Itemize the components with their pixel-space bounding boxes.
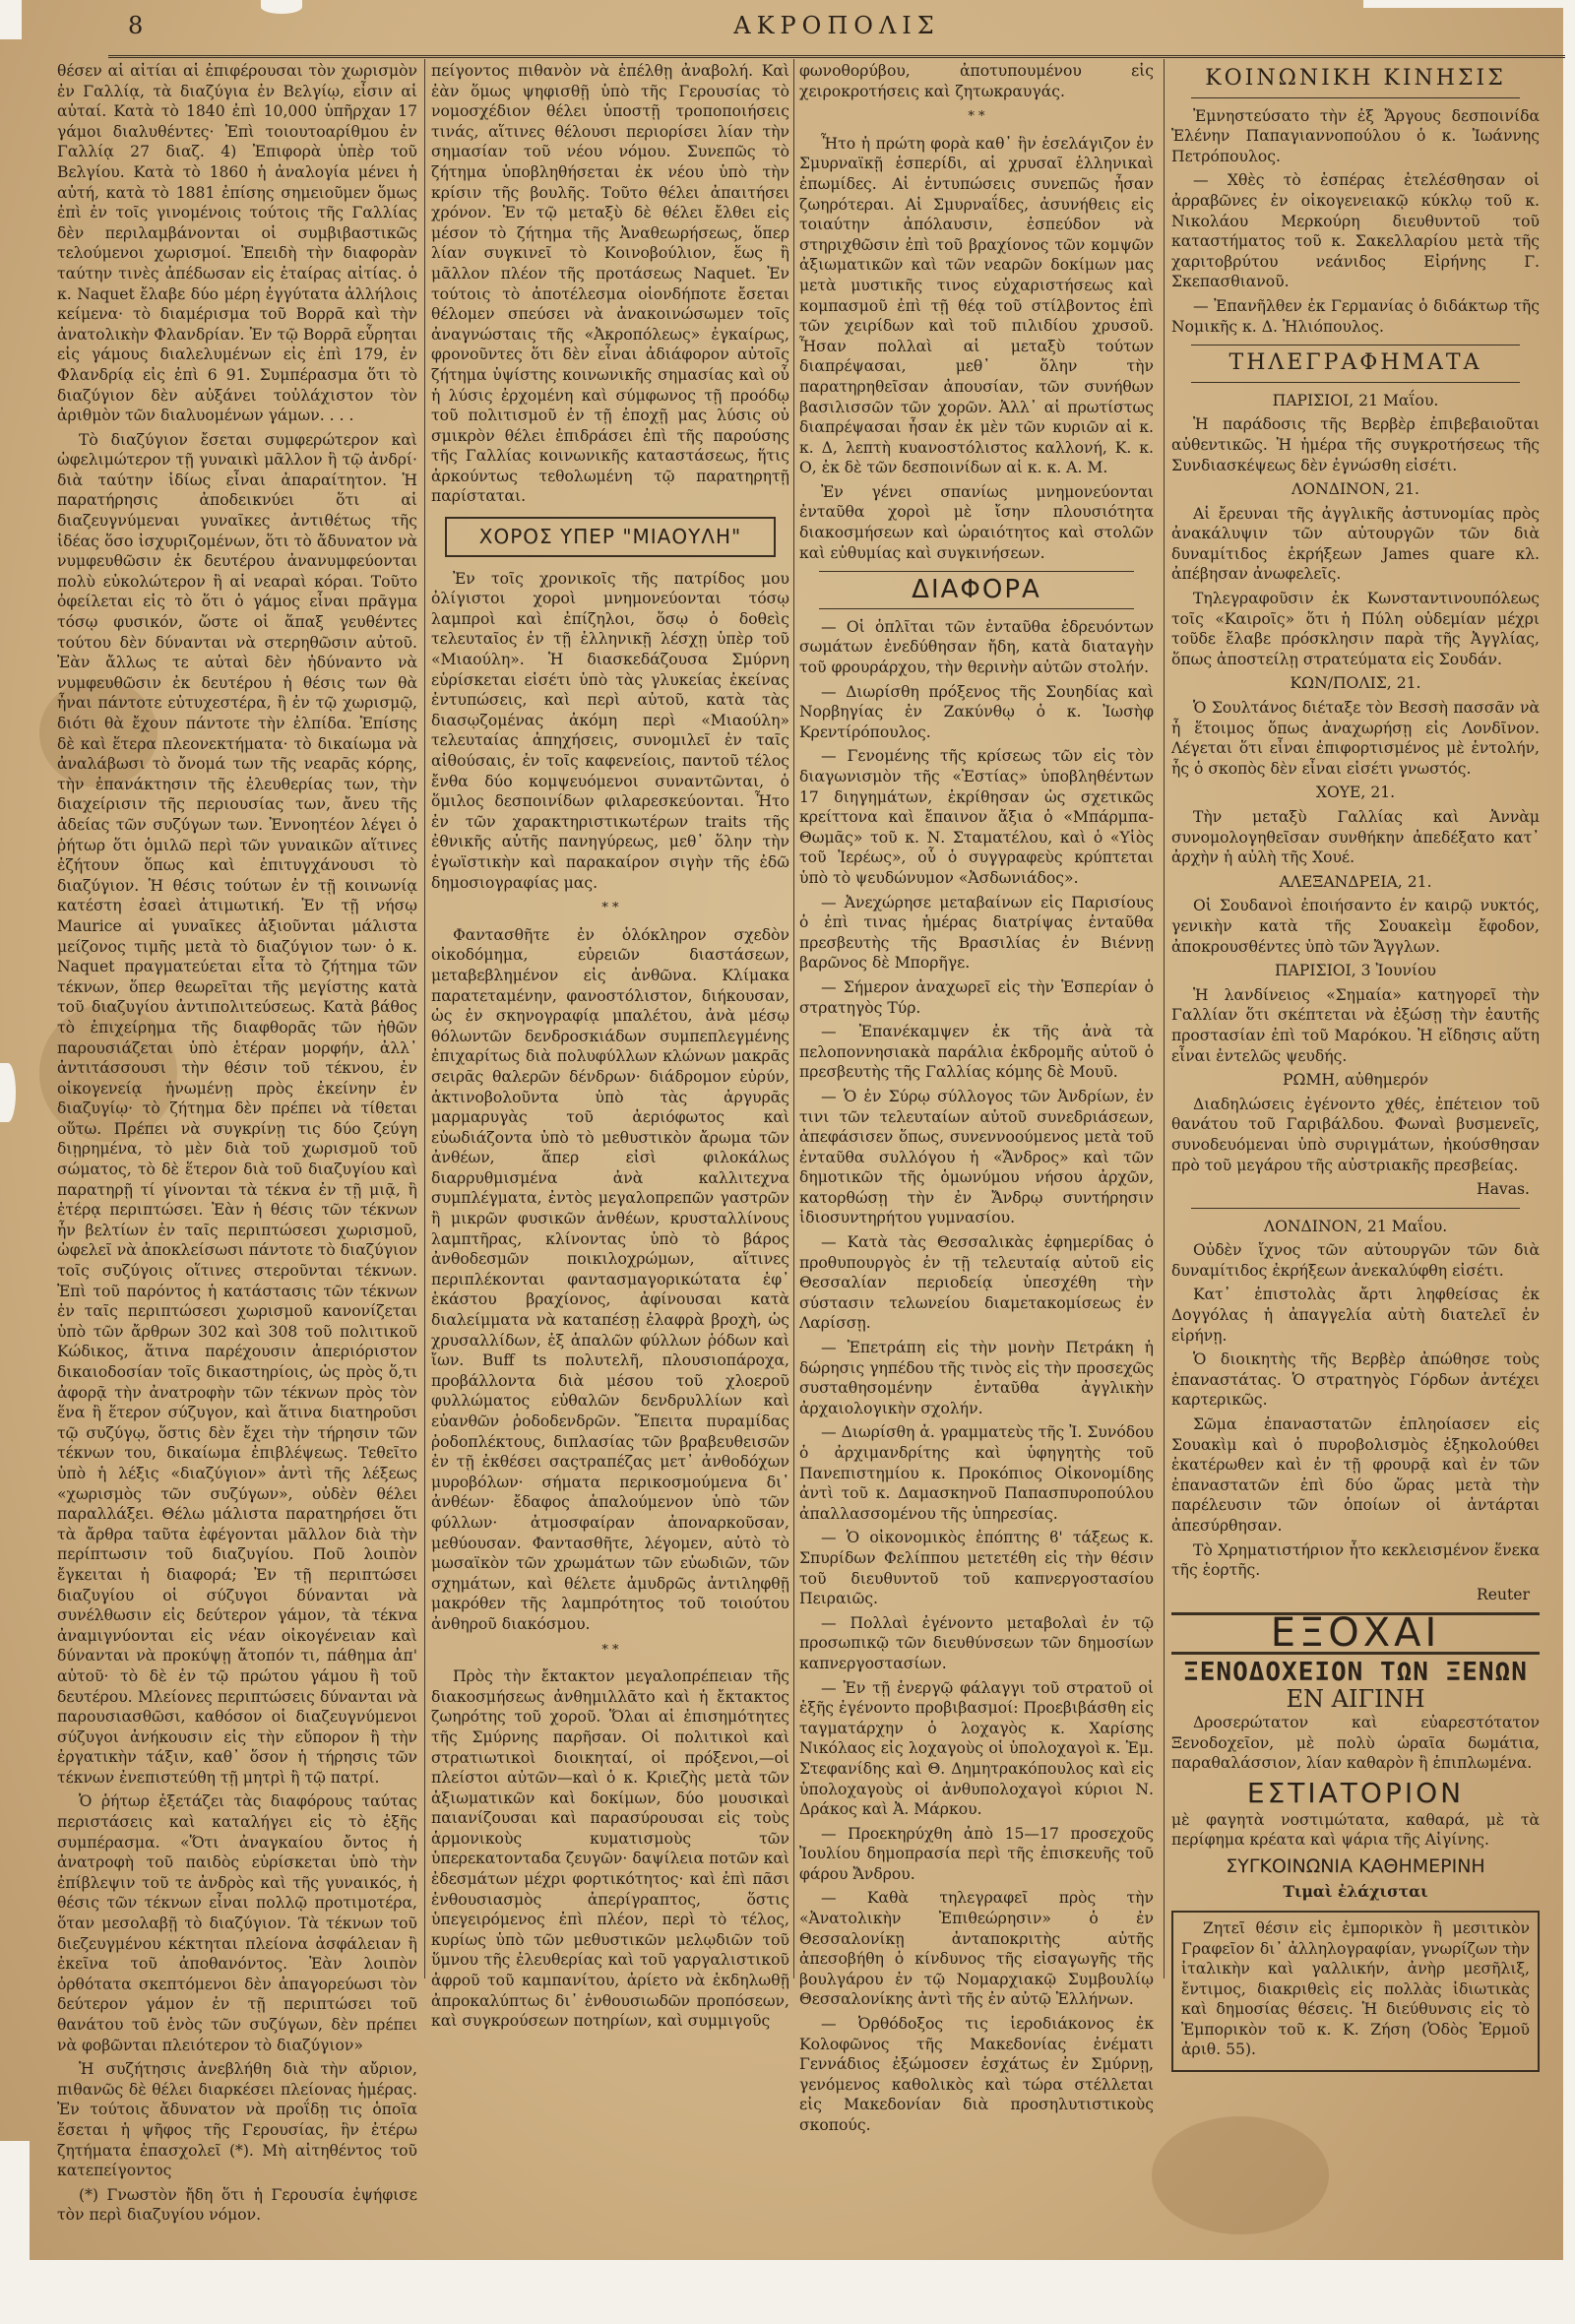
column-divider	[424, 59, 425, 1979]
article-headline: ΧΟΡΟΣ ΥΠΕΡ "ΜΙΑΟΥΛΗ"	[445, 517, 776, 557]
telegram-text: Διαδηλώσεις ἐγένοντο χθές, ἐπέτειον τοῦ θανάτου τοῦ Γαριβάλδου. Φωναὶ βυσμενεῖς, συνοδευόμεναι ὑπὸ συριγμάτων, ἠκούσθησαν πρὸ τοῦ μεγάρου τῆς αὐστριακῆς πρεσβείας.	[1171, 1095, 1540, 1174]
telegram-text: Σῶμα ἐπαναστατῶν ἐπληοίασεν εἰς Σουακὶμ καὶ ὁ πυροβολισμὸς ἐξηκολούθει ἑκατέρωθεν καὶ ἐν τῇ φρουρᾷ καὶ ἐν τῶν ἐπαναστατῶν ἐπὶ δύο ὥρας μετὰ τὴν παρέλευσιν τῶν ὁποίων οἱ ἀντάρται ἀπεσύρθησαν.	[1171, 1415, 1540, 1535]
torn-edge-top-right	[1363, 0, 1575, 8]
article-paragraph: Φαντασθῆτε ἐν ὁλόκληρον σχεδὸν οἰκοδόμημα, εὐρειῶν διαστάσεων, μεταβεβλημένον εἰς ἀνθῶνα. Κλίμακα παρατεταμένην, φανοστόλιστον, διήκουσαν, ὡς ἐν σκηνογραφίᾳ μπαλέτου, ἀνὰ μέσῳ θόλωντῶν δενδροσκιάδων συμπεπλεγμένης ἐπιχαρίτως διὰ πολυφύλλων κλώνων μακρᾶς σειρᾶς θαλερῶν δένδρων· διάδρομον εὐρύν, ἀκτινοβολοῦντα ὑπὸ τὰς ἀργυρᾶς μαρμαρυγὰς τοῦ ἀεριόφωτος καὶ εὐωδιάζοντα ὑπὸ τὸ μεθυστικὸν ἄρωμα τῶν ἀνθέων, ἅπερ εἰσὶ φιλοκάλως διαρρυθμισμένα ἀνὰ καλλιτεχνα συμπλέγματα, ἐντὸς μεγαλοπρεπῶν γαστρῶν ἢ μικρῶν φυσικῶν ἀνθέων, κρυσταλλίνους λαμπτῆρας, κλίνοντας ὑπὸ τὸ βάρος ἀνθοδεσμῶν ποικιλοχρώμων, αἵτινες περιπλέκονται φαντασμαγορικώτατα ἐφ᾽ ἑκάστου βραχίονος, ἀφίνουσαι κατὰ διαλείμματα νὰ καταπέσῃ ἐλαφρὰ βροχὴ, ὡς χρυσαλλίδων, ἐξ ἁπαλῶν φύλλων ῥόδων καὶ ἴων. Buff ts πολυτελῆ, πλουσιοπάροχα, προβάλλοντα διὰ μέσου τοῦ χλοεροῦ φυλλώματος εὐθαλῶν δενδρυλλίων καὶ εὐανθῶν ῥοδοδενδρῶν. Ἔπειτα πυραμίδας ῥοδοπλέκτους, διπλασίας τῶν βραβευθεισῶν ἐν τῇ ἐκθέσει σαςτραπέζας μετ᾽ ἀνθοδόχων μυροβόλων· σήματα περικοσμούμενα δι᾽ ἀνθέων· ἔδαφος ἁπαλούμενον ὑπὸ τῶν φύλλων· ἀτμοσφαίραν ἀποναρκοῦσαν, μεθύουσαν. Φαντασθῆτε, λέγομεν, αὐτὸ τὸ μωσαϊκὸν τῶν χρωμάτων τῶν εὐωδιῶν, τῶν σχημάτων, καὶ θέλετε ἀμυδρῶς ἀντιληφθῇ μακρόθεν τῆς λαμπρότητος τοῦ τοιούτου ἀνθηροῦ διακόσμου.	[431, 925, 789, 1633]
column-divider	[793, 59, 794, 1979]
telegram-dateline: ΡΩΜΗ, αὐθημερόν	[1283, 1071, 1428, 1090]
telegram-dateline: ΠΑΡΙΣΙΟΙ, 21 Μαΐου.	[1272, 391, 1439, 409]
torn-edge-bottom	[0, 2260, 1575, 2324]
header-rule	[108, 55, 1565, 58]
telegram-text: Τὴν μεταξὺ Γαλλίας καὶ Ἀννὰμ συνομολογηθεῖσαν συνθήκην ἀπεδέξατο κατ᾽ ἀρχὴν ἡ αὐλὴ τῆς Χουέ.	[1171, 808, 1540, 867]
social-item: — Ἐπανῆλθεν ἐκ Γερμανίας ὁ διδάκτωρ τῆς Νομικῆς κ. Δ. Ἠλιόπουλος.	[1171, 296, 1540, 336]
page-number: 8	[128, 12, 144, 39]
news-item: — Ἐν τῇ ἐνεργῷ φάλαγγι τοῦ στρατοῦ οἱ ἑξῆς ἐγένοντο προβιβασμοί: Προεβιβάσθη εἰς ταγματάρχην ὁ λοχαγὸς κ. Χαρίσης Νικόλαος εἰς λοχαγοὺς οἱ ὑπολοχαγοὶ κ. Ἐμ. Στεφανίδης καὶ Θ. Δημητρακόπουλος καὶ εἰς ὑπολοχαγοὺς οἱ ἀνθυπολοχαγοὶ κύριοι Ν. Δράκος καὶ Ἀ. Μάρκου.	[799, 1678, 1154, 1819]
column-divider	[1164, 59, 1165, 1979]
telegram-dateline: ΚΩΝ/ΠΟΛΙΣ, 21.	[1290, 674, 1421, 693]
footnote: (*) Γνωστὸν ἤδη ὅτι ἡ Γερουσία ἐψήφισε τὸν περὶ διαζυγίου νόμον.	[57, 2185, 417, 2225]
separator-stars: * *	[968, 109, 985, 125]
news-item: — Πολλαὶ ἐγένοντο μεταβολαὶ ἐν τῷ προσωπικῷ τῶν διευθύνσεων τῶν δημοσίων καπνεργοστασίων.	[799, 1613, 1154, 1672]
article-paragraph: Ἐν τοῖς χρονικοῖς τῆς πατρίδος μου ὀλίγιστοι χοροὶ μνημονεύονται τόσῳ λαμπροὶ καὶ ἐπίζηλοι, ὅσῳ ὁ δοθεὶς τελευταῖος ἐν τῇ ἑλληνικῇ λέσχῃ ὑπὲρ τοῦ «Μιαούλη». Ἡ διασκεδάζουσα Σμύρνη εὑρίσκεται εἰσέτι ὑπὸ τὰς γλυκείας ἐκείνας ἐντυπώσεις, καὶ περὶ αὐτοῦ, κατὰ τὰς διασῳζομένας ἀκόμη περὶ «Μιαούλη» τελευταίας ἀπηχήσεις, συνομιλεῖ ἐν ταῖς αἰθούσαις, ἐν τοῖς καφενείοις, παντοῦ τέλος ἔνθα δύο κομψευόμενοι συναντῶνται, ὁ ὅμιλος δεσποινίδων φιλαρεσκεύονται. Ἦτο ἐν τῶν χαρακτηριστικωτέρων traits τῆς ἐθνικῆς αὐτῆς πανηγύρεως, μεθ᾽ ὅλην τὴν ἐγωϊστικὴν καὶ παρακαίρον σιγὴν τῆς ἐδῶ δημοσιογραφίας μας.	[431, 569, 789, 892]
social-item: — Χθὲς τὸ ἑσπέρας ἐτελέσθησαν οἱ ἀρραβῶνες ἐν οἰκογενειακῷ κύκλῳ τοῦ κ. Νικολάου Μερκούρη διευθυντοῦ τοῦ καταστήματος τοῦ κ. Σακελλαρίου μετὰ τῆς χαριτοβρύτου νεάνιδος Εἰρήνης Γ. Σκεπασθιανοῦ.	[1171, 171, 1540, 291]
telegram-dateline: ΠΑΡΙΣΙΟΙ, 3 Ἰουνίου	[1275, 962, 1436, 980]
ad-restaurant-title: ΕΣΤΙΑΤΟΡΙΟΝ	[1246, 1776, 1465, 1809]
torn-edge-left	[0, 1063, 16, 1122]
telegram-dateline: ΛΟΝΔΙΝΟΝ, 21 Μαΐου.	[1263, 1217, 1448, 1235]
telegram-dateline: ΧΟΥΕ, 21.	[1315, 784, 1396, 802]
telegram-text: Κατ᾽ ἐπιστολὰς ἄρτι ληφθείσας ἐκ Δογγόλας ἡ ἀπαγγελία αὐτὴ διατελεῖ ἐν εἰρήνῃ.	[1171, 1286, 1540, 1345]
news-item: — Γενομένης τῆς κρίσεως τῶν εἰς τὸν διαγωνισμὸν τῆς «Ἑστίας» ὑποβληθέντων 17 διηγημάτων, ἐκρίθησαν ὡς σχετικῶς κρείττονα καὶ ἔπαινον ἄξια ὁ «Μπάρμπα-Θωμᾶς» τοῦ κ. Ν. Σταματέλου, καὶ ὁ «Υἱὸς τοῦ Ἱερέως», οὗ ὁ συγγραφεὺς κρύπτεται ὑπὸ τὸ ψευδώνυμον «Ἀσδωνιάδος».	[799, 747, 1154, 887]
article-paragraph: Ὁ ῥήτωρ ἐξετάζει τὰς διαφόρους ταύτας περιστάσεις καὶ καταλήγει εἰς τὸ ἑξῆς συμπέρασμα. «Ὅτι ἀναγκαίου ὄντος ἡ ἀνατροφὴ τοῦ παιδὸς εὐρίσκεται ὑπὸ τὴν ἐπίβλεψιν τοῦ τε ἀνδρὸς καὶ τῆς γυναικός, ἡ θέσις τῶν τέκνων εἶναι πολλῷ προτιμοτέρα, ὅταν μεσολαβῇ τὸ διαζύγιον. Τὰ τέκνων τοῦ διεζευγμένου κέκτηται πλείονα ἀσφάλειαν ἢ ἐκεῖνα τοῦ ἀποθανόντος. Ἐὰν λοιπὸν ὀρθότατα σκεπτόμενοι δὲν ἀπαγορεύωσι τὸν δεύτερον γάμον ἐν τῇ περιπτώσει τοῦ θανάτου τοῦ ἑνὸς τῶν συζύγων, δὲν πρέπει νὰ φοβῶνται πλειότερον τὸ διαζύγιον»	[57, 1792, 417, 2054]
news-item: — Ἀνεχώρησε μεταβαίνων εἰς Παρισίους ὁ ἐπὶ τινας ἡμέρας διατρίψας ἐνταῦθα πρεσβευτὴς τῆς Βρασιλίας ἐν Βιέννῃ βαρῶνος δὲ Μπορῆγε.	[799, 893, 1154, 973]
news-item: — Ὁ οἰκονομικὸς ἐπόπτης ϐ' τάξεως κ. Σπυρίδων Φελίππου μετετέθη εἰς τὴν θέσιν τοῦ διευθυντοῦ τοῦ καπνεργοστασίου Πειραιῶς.	[799, 1529, 1154, 1608]
news-item: — Προεκηρύχθη ἀπὸ 15—17 προσεχοῦς Ἰουλίου δημοπρασία περὶ τῆς ἐπισκευῆς τοῦ φάρου Ἄνδρου.	[799, 1824, 1154, 1883]
ad-hotel-name: ΞΕΝΟΔΟΧΕΙΟΝ ΤΩΝ ΞΕΝΩΝ	[1183, 1657, 1528, 1687]
section-rule	[1191, 382, 1520, 383]
telegram-text: Τὸ Χρηματιστήριον ἦτο κεκλεισμένον ἕνεκα τῆς ἑορτῆς.	[1171, 1540, 1540, 1580]
news-item: — Σήμερον ἀναχωρεῖ εἰς τὴν Ἑσπερίαν ὁ στρατηγὸς Τύρ.	[799, 977, 1154, 1017]
article-paragraph: φωνοθορύβου, ἀποτυπουμένου εἰς χειροκροτήσεις καὶ ζητωκραυγάς.	[799, 62, 1154, 100]
page-header	[108, 8, 1565, 57]
agency-signature: Reuter	[1477, 1585, 1530, 1603]
news-item: — Διωρίσθη ἀ. γραμματεὺς τῆς Ἰ. Συνόδου ὁ ἀρχιμανδρίτης καὶ ὑφηγητὴς τοῦ Πανεπιστημίου κ. Προκόπιος Οἰκονομίδης ἀντὶ τοῦ κ. Δαμασκηνοῦ Παπασπυροπούλου ἀπαλλασσομένου τῆς ὑπηρεσίας.	[799, 1423, 1154, 1523]
torn-bottom-left	[0, 2141, 30, 2264]
telegram-text: Ὁ διοικητὴς τῆς Βερβὲρ ἀπώθησε τοὺς ἐπαναστάτας. Ὁ στρατηγὸς Γόρδων ἀντέχει καρτερικῶς.	[1171, 1350, 1540, 1410]
torn-corner-top-left	[0, 0, 22, 39]
section-rule	[819, 571, 1134, 572]
column-2	[431, 61, 789, 2246]
ad-price: Τιμαὶ ἐλάχισται	[1283, 1882, 1428, 1902]
telegram-text: Οἱ Σουδανοὶ ἐποιήσαντο ἐν καιρῷ νυκτός, γενικὴν κατὰ τῆς Σουακεὶμ ἔφοδον, ἀποκρουσθέντες ὑπὸ τῶν Ἄγγλων.	[1171, 897, 1540, 956]
ad-description: μὲ φαγητὰ νοστιμώτατα, καθαρά, μὲ τὰ περίφημα κρέατα καὶ ψάρια τῆς Αἰγίνης.	[1171, 1810, 1540, 1850]
telegram-text: Ὁ Σουλτάνος διέταξε τὸν Βεσσὴ πασσᾶν νὰ ἦ ἕτοιμος ὅπως ἀναχωρήσῃ εἰς Λονδῖνον. Λέγεται ὅτι εἶναι ἐπιφορτισμένος μὲ ἐντολήν, ἧς ὁ σκοπὸς δὲν εἶναι εἰσέτι γνωστός.	[1171, 699, 1540, 778]
section-title-telegrams: ΤΗΛΕΓΡΑΦΗΜΑΤΑ	[1228, 350, 1482, 376]
masthead: ΑΚΡΟΠΟΛΙΣ	[733, 12, 940, 39]
telegram-text: Οὐδὲν ἴχνος τῶν αὐτουργῶν τῶν διὰ δυναμίτιδος ἐκρήξεων ἀνεκαλύφθη εἰσέτι.	[1171, 1241, 1540, 1280]
ad-description: Δροσερώτατον καὶ εὐαρεστότατον Ξενοδοχεῖον, μὲ πολὺ ὡραῖα δωμάτια, παραθαλάσσιον, λίαν καθαρὸν ἢ ἐπιπλωμένα.	[1171, 1714, 1540, 1773]
social-item: Ἐμνηστεύσατο τὴν ἐξ Ἄργους δεσποινίδα Ἑλένην Παπαγιαννοπούλου ὁ κ. Ἰωάννης Πετρόπουλος.	[1171, 106, 1540, 165]
news-item: — Κατὰ τὰς Θεσσαλικὰς ἐφημερίδας ὁ προθυπουργὸς ἐν τῇ τελευταίᾳ αὐτοῦ εἰς Θεσσαλίαν περιοδείᾳ ὑπεσχέθη τὴν σύστασιν τελωνείου διαμετακομίσεως ἐν Λαρίσσῃ.	[799, 1233, 1154, 1333]
ad-title: ΕΞΟΧΑΙ	[1270, 1610, 1441, 1657]
news-item: — Οἱ ὁπλῖται τῶν ἐνταῦθα ἑδρευόντων σωμάτων ἐνεδύθησαν ἤδη, κατὰ διαταγὴν τοῦ φρουράρχου, τὴν θερινὴν αὐτῶν στολήν.	[799, 617, 1154, 677]
column-1	[57, 61, 417, 2246]
column-3	[799, 61, 1154, 2246]
news-item: — Ὁ ἐν Σύρῳ σύλλογος τῶν Ἀνδρίων, ἐν τινι τῶν τελευταίων αὐτοῦ συνεδριάσεων, ἀπεφάσισεν ὅπως, συνεννοούμενος μετὰ τοῦ ἐνταῦθα συλλόγου ἡ «Ἄνδρος» καὶ τῶν δημοτικῶν τῆς ὁμωνύμου νήσου ἀρχῶν, κατορθώσῃ τὴν ἐν Ἄνδρῳ συντήρησιν ἰδιοσυντηρήτου γυμνασίου.	[799, 1087, 1154, 1227]
news-item: — Καθὰ τηλεγραφεῖ πρὸς τὴν «Ἀνατολικὴν Ἐπιθεώρησιν» ὁ ἐν Θεσσαλονίκῃ ἀνταποκριτὴς αὐτῆς ἀπεσοβήθη ὁ κίνδυνος τῆς εἰσαγωγῆς τῆς βουλγάρου ἐν τῷ Νομαρχιακῷ Συμβουλίῳ Θεσσαλονίκης ἀντὶ τῆς ἐν αὐτῷ Ἑλλήνων.	[799, 1889, 1154, 2009]
news-item: — Ἐπανέκαμψεν ἐκ τῆς ἀνὰ τὰ πελοποννησιακὰ παράλια ἐκδρομῆς αὐτοῦ ὁ πρεσβευτὴς τῆς Γαλλίας κόμης δὲ Μουῦ.	[799, 1023, 1154, 1082]
article-paragraph: πείγοντος πιθανὸν νὰ ἐπέλθῃ ἀναβολή. Καὶ ἐὰν ὅμως ψηφισθῇ ὑπὸ τῆς Γερουσίας τὸ νομοσχέδιον θέλει ὑποστῇ τροποποιήσεις τινάς, αἵτινες θέλουσι περιορίσει λίαν τὴν σημασίαν τοῦ νέου νόμου. Συνεπῶς τὸ ζήτημα ὑποβληθήσεται ἐκ νέου ὑπὸ τὴν κρίσιν τῆς βουλῆς. Τοῦτο θέλει ἀπαιτήσει χρόνον. Ἐν τῷ μεταξὺ δὲ θέλει ἔλθει εἰς μέσον τὸ ζήτημα τῆς Ἀναθεωρήσεως, ὅπερ λίαν συγκινεῖ τὸ Κοινοβούλιον, ἕως ἢ μᾶλλον πλέον τῆς προτάσεως Naquet. Ἐν τούτοις τὸ ἀποτέλεσμα οἱονδήποτε ἔσεται θέλομεν σπεύσει νὰ ἀνακοινώσωμεν τοῖς ἀναγνώσταις τῆς «Ἀκροπόλεως» ἐγκαίρως, φρονοῦντες ὅτι δὲν εἶναι ἀδιάφορον αὐτοῖς ζήτημα ὑψίστης κοινωνικῆς σημασίας καὶ οὗ ἡ λύσις ἐρχομένη καὶ σύμφωνος τῇ προόδῳ τοῦ πολιτισμοῦ ἐν τῇ ἐποχῇ μας λύσις οὐ σμικρὸν θέλει ἐπιδράσει ἐπὶ τῆς παρούσης τῆς Γαλλίας κοινωνικῆς καταστάσεως, ἥτις ἀρκούντως τεθολωμένη τῷ παρατηρητῇ παρίσταται.	[431, 62, 789, 506]
telegram-dateline: ΑΛΕΞΑΝΔΡΕΙΑ, 21.	[1279, 872, 1432, 891]
separator-stars: * *	[601, 1642, 619, 1658]
classified-ad	[1171, 1911, 1540, 2072]
telegram-dateline: ΛΟΝΔΙΝΟΝ, 21.	[1292, 480, 1419, 499]
section-rule	[819, 608, 1134, 609]
agency-signature: Havas.	[1477, 1180, 1530, 1199]
ad-connection: ΣΥΓΚΟΙΝΩΝΙΑ ΚΑΘΗΜΕΡΙΝΗ	[1226, 1854, 1485, 1877]
telegram-text: Αἱ ἔρευναι τῆς ἀγγλικῆς ἀστυνομίας πρὸς ἀνακάλυψιν τῶν αὐτουργῶν τῶν διὰ δυναμίτιδος ἐκρήξεων James quare κλ. ἀπέβησαν ἀνωφελεῖς.	[1171, 504, 1540, 584]
article-paragraph: Τὸ διαζύγιον ἔσεται συμφερώτερον καὶ ὠφελιμώτερον τῇ γυναικὶ μᾶλλον ἢ τῷ ἀνδρί· διὰ ταύτην ἰδίως εἶναι ἀπαραίτητον. Ἡ παρατήρησις ἀποδεικνύει ὅτι αἱ διαζευγνύμεναι γυναῖκες ἀντιθέτως τῆς ἰδέας ὅσο ἰσχυριζομένων, ὅτι τὸ ἄδυνατον νὰ νυμφευθῶσιν ἐκ δευτέρου ἀνανυμφεύονται πολὺ εὐκολώτερον ἢ αἱ νεαραὶ κόραι. Τοῦτο ὀφείλεται εἰς τὸ ὅτι ὁ γάμος εἶναι πρᾶγμα τόσῳ φυσικόν, ὥστε οἱ ἅπαξ γευθέντες τούτου δὲν δύνανται νὰ στερηθῶσιν αὐτοῦ. Ἐὰν ἄλλως τε αὐταὶ δὲν ἠδύναντο νὰ νυμφευθῶσιν ἐκ δευτέρου ἡ θέσις των θὰ ἦναι πάντοτε εὐτυχεστέρα, ἢ ἐν τῷ χωρισμῷ, διότι θὰ ἔχουν πάντοτε τὴν ἐλπίδα. Ἐπίσης δὲ καὶ ἕτερα πλεονεκτήματα· τὸ δικαίωμα νὰ ἀναλάβωσι τὸ ὄνομά των τῆς νεαρᾶς κόρης, τὴν ἐπανάκτησιν τῆς ἐλευθερίας των, τὴν διαχείρισιν τῆς περιουσίας των, ἄνευ τῆς ἀδείας τῶν συζύγων των. Ἐννοητέον λέγει ὁ ῥήτωρ ὅτι ὁμιλῶ περὶ τῶν γυναικῶν αἵτινες ἐζήτουν ὅπως καὶ ἐπιτυγχάνουσι τὸ διαζύγιον. Ἡ θέσις τούτων ἐν τῇ κοινωνίᾳ κατέστη ἐσαεὶ ἀτιμωτική. Ἐν τῇ νήσῳ Maurice αἱ γυναῖκες ἀξιοῦνται μάλιστα μείζονος τιμῆς μετὰ τὸ διαζύγιον των· ὁ κ. Naquet πραγματεύεται εἶτα τὸ ζήτημα τῶν τέκνων, ὅπερ θεωρεῖται τῆς μεγίστης κατὰ τοῦ διαζυγίου ἀντιπολιτεύσεως. Κατὰ βάθος τὸ ἐπιχείρημα τῆς διαφθορᾶς τῶν ἠθῶν παρουσιάζεται ὑπὸ ἑτέραν μορφήν, ἀλλ᾽ ἀντιτάσσουσι τὴν θέσιν τοῦ τέκνου, ἐν οἰκογενείᾳ ἡνωμένῃ πρὸς ἐκείνην ἐν διαζυγίῳ· τὸ ζήτημα δὲν πρέπει νὰ τίθεται οὕτω. Πρέπει νὰ συγκρίνῃ τις δύο ζεύγη διῃρημένα, τὸ μὲν διὰ τοῦ χωρισμοῦ τοῦ σώματος, τὸ δὲ ἕτερον διὰ τοῦ διαζυγίου καὶ παρατηρῇ τί γίνονται τὰ τέκνα ἐν τῇ μιᾷ, ἢ ἑτέρᾳ περιπτώσει. Ἐὰν ἡ θέσις τῶν τέκνων ἦν βελτίων ἐν ταῖς περιπτώσεσι χωρισμοῦ, ὠφελεῖ νὰ ἀποκλείσωσι πάντοτε τὸ διαζύγιον τοῖς συζύγοις οἵτινες στεροῦνται τέκνων. Ἐπὶ τοῦ παρόντος ἡ κατάστασις τῶν τέκνων ἐν ταῖς περιπτώσεσι χωρισμοῦ κανονίζεται ὑπὸ τῶν ἄρθρων 302 καὶ 308 τοῦ πολιτικοῦ Κώδικος, ἅτινα παρέχουσιν ἀπεριόριστον δικαιοδοσίαν τοῖς δικαστηρίοις, ὡς πρὸς ὅ,τι ἀφορᾷ τὴν ἀνατροφὴν τῶν τέκνων πρὸς τὸν ἕνα ἢ ἕτερον σύζυγον, καὶ ἅτινα διατηροῦσι τῷ συζύγῳ, ὅστις δὲν ἔχει τὴν τήρησιν τῶν τέκνων του, δικαίωμα ἐπιβλέψεως. Τεθεῖτο ὑπὸ ἡ λέξις «διαζύγιον» ἀντὶ τῆς λέξεως «χωρισμὸς τῶν συζύγων», οὐδὲν θέλει παραλλάξει. Θέλω μάλιστα παρατηρήσει ὅτι τὰ ἄρθρα ταῦτα ἐφέγονται μᾶλλον διὰ τὴν περίπτωσιν τοῦ διαζυγίου. Ποῦ λοιπὸν ἔγκειται ἡ διαφορά; Ἐν τῇ περιπτώσει διαζυγίου οἱ σύζυγοι δύνανται νὰ συνέλθωσιν εἰς δεύτερον γάμον, τὰ τέκνα ἀναμιγνύονται εἰς νέαν οἰκογένειαν καὶ δύνανται νὰ προκύψῃ ἄτοπόν τι, πάθημα ἀπ' αὐτοῦ· τὸ δὲ ἐν τῷ πρώτου γάμου ἢ τοῦ δευτέρου. Μλείονες περιπτώσεις δύνανται νὰ παρουσιασθῶσι, καθόσον οἱ διαζευγνύμενοι σύζυγοι ἀνήκουσιν εἰς τὴν εὔπορον ἢ τὴν ἐργατικὴν τάξιν, καθ᾽ ὅσον ἡ τήρησις τῶν τέκνων ἐνεπιστεύθη τῇ μητρὶ ἢ τῷ πατρί.	[57, 430, 417, 1787]
news-item: — Ἐπετράπη εἰς τὴν μονὴν Πετράκη ἡ δώρησις γηπέδου τῆς τινὸς εἰς τὴν προσεχῶς συσταθησομένην ἐνταῦθα ἀγγλικὴν ἀρχαιολογικὴν σχολήν.	[799, 1339, 1154, 1417]
telegram-text: Τηλεγραφοῦσιν ἐκ Κωνσταντινουπόλεως τοῖς «Καιροῖς» ὅτι ἡ Πύλη οὐδεμίαν μέχρι τοῦδε ἔλαβε πρόσκλησιν παρὰ τῆς Ἀγγλίας, ὅπως ἀποστείλῃ στρατεύματα εἰς Σουδάν.	[1171, 590, 1540, 668]
article-paragraph: θέσεν αἱ αἰτίαι αἱ ἐπιφέρουσαι τὸν χωρισμὸν ἐν Γαλλίᾳ, τὰ διαζύγια ἐν Βελγίῳ, εἶσιν αἱ αὐταί. Κατὰ τὸ 1840 ἐπὶ 10,000 ὑπῆρχαν 17 γάμοι διαλυθέντες· Ἐπὶ τοιουτοαρίθμου ἐν Γαλλίᾳ 27 διαζ. 4) Ἐπιφορὰ ὑπὲρ τοῦ Βελγίου. Κατὰ τὸ 1860 ἡ ἀναλογία μένει ἡ αὐτή, κατὰ τὸ 1881 ἐπίσης σημειοῦμεν ὅμως ἐπὶ ἐν τοῖς γινομένοις τούτοις τῆς Γαλλίας δὲν περιλαμβάνονται οἱ συμβιβαστικῶς τελούμενοι χωρισμοί. Ἐπειδὴ τὴν διαφορὰν ταύτην τινὲς ἀπέδωσαν εἰς ἑταίρας αἰτίας. ὁ κ. Naquet ἔλαβε δύο μέρη ἐγγύτατα ἀλλήλοις κείμενα· τὸ διαμέρισμα τοῦ Βορρᾶ καὶ τὴν ἀνατολικὴν Φλανδρίαν. Ἐν τῷ Βορρᾶ εὗρηται εἰς γάμους διαλελυμένων εἰς ἐπὶ 179, ἐν Φλανδρίᾳ εἰς ἐπὶ 6 91. Συμπέρασμα ὅτι τὸ διαζύγιον δὲν αὐξάνει τοὐλάχιστον τὸν ἀριθμὸν τῶν διαλυομένων γάμων. . . .	[57, 62, 417, 425]
classified-ad-text: Ζητεῖ θέσιν εἰς ἐμπορικὸν ἢ μεσιτικὸν Γραφεῖον δι᾽ ἀλληλογραφίαν, γνωρίζων τὴν ἰταλικὴν καὶ γαλλικήν, ἀνὴρ μεσῆλιξ, ἔντιμος, διακριθεὶς εἰς πολλὰς ἰδιωτικὰς καὶ δημοσίας θέσεις. Ἡ διεύθυνσις εἰς τὸ Ἐμπορικὸν τοῦ κ. Κ. Ζήση (Ὁδὸς Ἑρμοῦ ἀριθ. 55).	[1181, 1918, 1530, 2059]
news-item: — Διωρίσθη πρόξενος τῆς Σουηδίας καὶ Νορβηγίας ἐν Ζακύνθῳ ὁ κ. Ἰωσὴφ Κρεντίρόπουλος.	[799, 682, 1154, 741]
separator-stars: * *	[601, 901, 619, 916]
torn-edge-right	[1563, 0, 1575, 2324]
section-title-social: ΚΟΙΝΩΝΙΚΗ ΚΙΝΗΣΙΣ	[1205, 66, 1506, 91]
article-paragraph: Ἦτο ἡ πρώτη φορὰ καθ᾽ ἣν ἐσελάγιζον ἐν Σμυρναϊκῇ ἑσπερίδι, αἱ χρυσαῖ ἑλληνικαὶ ἐπωμίδες. Αἱ ἐντυπώσεις συνεπῶς ἦσαν ζωηρότεραι. Αἱ Σμυρναΐδες, ἀσυνήθεις εἰς τοιαύτην ἀπόλαυσιν, ἐσπεύδον νὰ στηριχθῶσιν ἐπὶ τοῦ βραχίονος τῶν κομψῶν ἀξιωματικῶν καὶ τῶν νεαρῶν δοκίμων μας μετὰ μυστικῆς τινος εὐχαριστήσεως καὶ κομπασμοῦ ἐπὶ τῇ θέᾳ τοῦ στίλβοντος ἐπὶ τῶν χειρίδων καὶ τοῦ πιλιδίου χρυσοῦ. Ἦσαν πολλαὶ αἱ μεταξὺ τούτων διαπρέψασαι, μεθ᾽ ὅλην τὴν παρατηρηθεῖσαν ἀπουσίαν, τῶν συνήθων βασιλισσῶν τῶν χορῶν. Ἀλλ᾽ αἱ πρωτίστως διαπρέψασαι ἦσαν ἐκ μὲν τῶν κυριῶν αἱ κ. κ. Δ, λεπτὴ κυανοστόλιστος καλλονή, Κ. κ. Ο, ἐκ δὲ τῶν δεσποινίδων αἱ κ. κ. Α. Μ.	[799, 134, 1154, 477]
section-title-diafora: ΔΙΑΦΟΡΑ	[912, 575, 1041, 605]
telegram-text: Ἡ παράδοσις τῆς Βερβὲρ ἐπιβεβαιοῦται αὐθεντικῶς. Ἡ ἡμέρα τῆς συγκροτήσεως τῆς Συνδιασκέψεως δὲν ἐγνώσθη εἰσέτι.	[1171, 415, 1540, 474]
section-rule	[1191, 1208, 1520, 1209]
article-paragraph: Ἐν γένει σπανίως μνημονεύονται ἐνταῦθα χοροὶ μὲ ἴσην πλουσιότητα διακοσμήσεων καὶ ὡραιότητος καὶ στολῶν καὶ εὐθυμίας καὶ συγκινήσεων.	[799, 482, 1154, 562]
article-paragraph: Πρὸς τὴν ἔκτακτον μεγαλοπρέπειαν τῆς διακοσμήσεως ἀνθημιλλᾶτο καὶ ἡ ἔκτακτος ζωηρότης τοῦ χοροῦ. Ὅλαι αἱ ἐπισημότητες τῆς Σμύρνης παρῆσαν. Οἱ πολιτικοὶ καὶ στρατιωτικοὶ διοικηταί, οἱ πρόξενοι,—οἱ πλείστοι αὐτῶν—καὶ ὁ κ. Κριεζὴς μετὰ τῶν ἀξιωματικῶν καὶ δοκίμων, δύο μουσικαὶ παιανίζουσαι καὶ παρασύρουσαι εἰς τοὺς ἁρμονικοὺς κυματισμοὺς τῶν ὑπερεκατονταδα ζευγῶν· δαψίλεια ποτῶν καὶ ἐδεσμάτων μέχρι φορτικότητος· καὶ ἐπὶ πᾶσι ἐνθουσιασμὸς ἀπερίγραπτος, ὅστις ὑπεγειρόμενος ἐπὶ πλέον, περὶ τὸ τέλος, κυρίως ὑπὸ τῶν μεθυστικῶν μελῳδιῶν τοῦ ὕμνου τῆς ἐλευθερίας καὶ τοῦ γαργαλιστικοῦ ἀφροῦ τοῦ καμπανίτου, ἀρίετο νὰ ἐκδηλωθῇ ἀπροκαλύπτως δι᾽ ἐνθουσιωδῶν προπόσεων, καὶ συγκρούσεων ποτηρίων, καὶ συμμιγοῦς	[431, 1667, 789, 2031]
column-4	[1171, 61, 1540, 2246]
ad-location: ΕΝ ΑΙΓΙΝΗ	[1286, 1684, 1425, 1713]
telegram-text: Ἡ λανδίνειος «Σημαία» κατηγορεῖ τὴν Γαλλίαν ὅτι σκέπτεται νὰ ἐξώσῃ τὴν ἑαυτῆς προστασίαν ἐπὶ τοῦ Μαρόκου. Ἡ εἴδησις αὕτη εἶναι ἐντελῶς ψευδής.	[1171, 985, 1540, 1065]
article-paragraph: Ἡ συζήτησις ἀνεβλήθη διὰ τὴν αὔριον, πιθανῶς δὲ θέλει διαρκέσει πλείονας ἡμέρας. Ἐν τούτοις ἄδυνατον νὰ προΐδῃ τις ὁποῖα ἔσεται ἡ ψῆφος τῆς Γερουσίας, ἣν ἐτέρω ζητήματα ἐπασχολεῖ (*). Μὴ αἰτηθέντος τοῦ κατεπείγοντος	[57, 2060, 417, 2180]
section-rule	[1191, 97, 1520, 98]
news-item: — Ὀρθόδοξος τις ἱεροδιάκονος ἐκ Κολοφῶνος τῆς Μακεδονίας ἐνέματι Γεννάδιος ἐξώμοσεν ἐσχάτως ἐν Σμύρνῃ, γενόμενος καθολικὸς καὶ τώρα στέλλεται εἰς Μακεδονίαν διὰ προσηλυτιστικοὺς σκοπούς.	[799, 2015, 1154, 2134]
